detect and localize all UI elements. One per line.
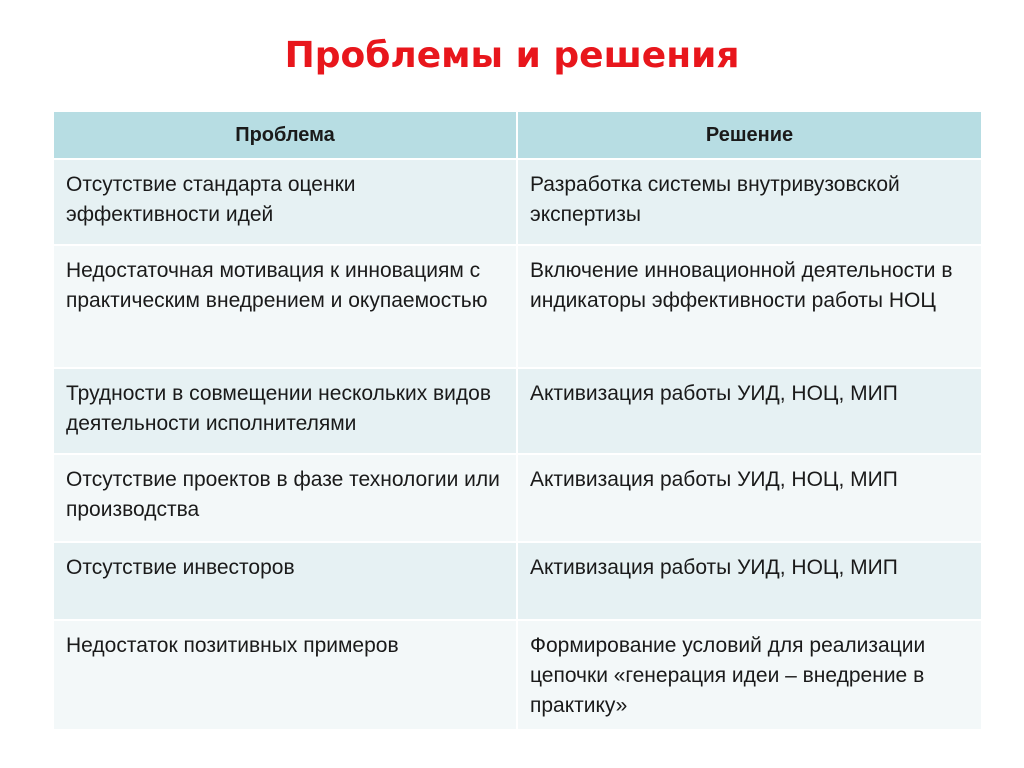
table-header-row <box>53 111 982 159</box>
problem-cell: Отсутствие стандарта оценки эффективности идей <box>53 159 517 245</box>
problem-cell: Трудности в совмещении нескольких видов деятельности исполнителями <box>53 368 517 454</box>
table-row <box>53 368 982 454</box>
header-solution: Решение <box>517 111 982 159</box>
table-row <box>53 620 982 730</box>
table-row <box>53 542 982 620</box>
problem-cell: Недостаток позитивных примеров <box>53 620 517 730</box>
slide-title: Проблемы и решения <box>284 35 740 76</box>
problem-cell: Недостаточная мотивация к инновациям с практическим внедрением и окупаемостью <box>53 245 517 368</box>
solution-cell: Активизация работы УИД, НОЦ, МИП <box>517 542 982 620</box>
table-row <box>53 454 982 542</box>
header-problem: Проблема <box>53 111 517 159</box>
solution-cell: Разработка системы внутривузовской экспертизы <box>517 159 982 245</box>
problem-cell: Отсутствие проектов в фазе технологии или производства <box>53 454 517 542</box>
problems-solutions-table <box>52 110 983 731</box>
problem-cell: Отсутствие инвесторов <box>53 542 517 620</box>
table-row <box>53 245 982 368</box>
solution-cell: Включение инновационной деятельности в индикаторы эффективности работы НОЦ <box>517 245 982 368</box>
solution-cell: Формирование условий для реализации цепочки «генерация идеи – внедрение в практику» <box>517 620 982 730</box>
solution-cell: Активизация работы УИД, НОЦ, МИП <box>517 454 982 542</box>
solution-cell: Активизация работы УИД, НОЦ, МИП <box>517 368 982 454</box>
table-row <box>53 159 982 245</box>
